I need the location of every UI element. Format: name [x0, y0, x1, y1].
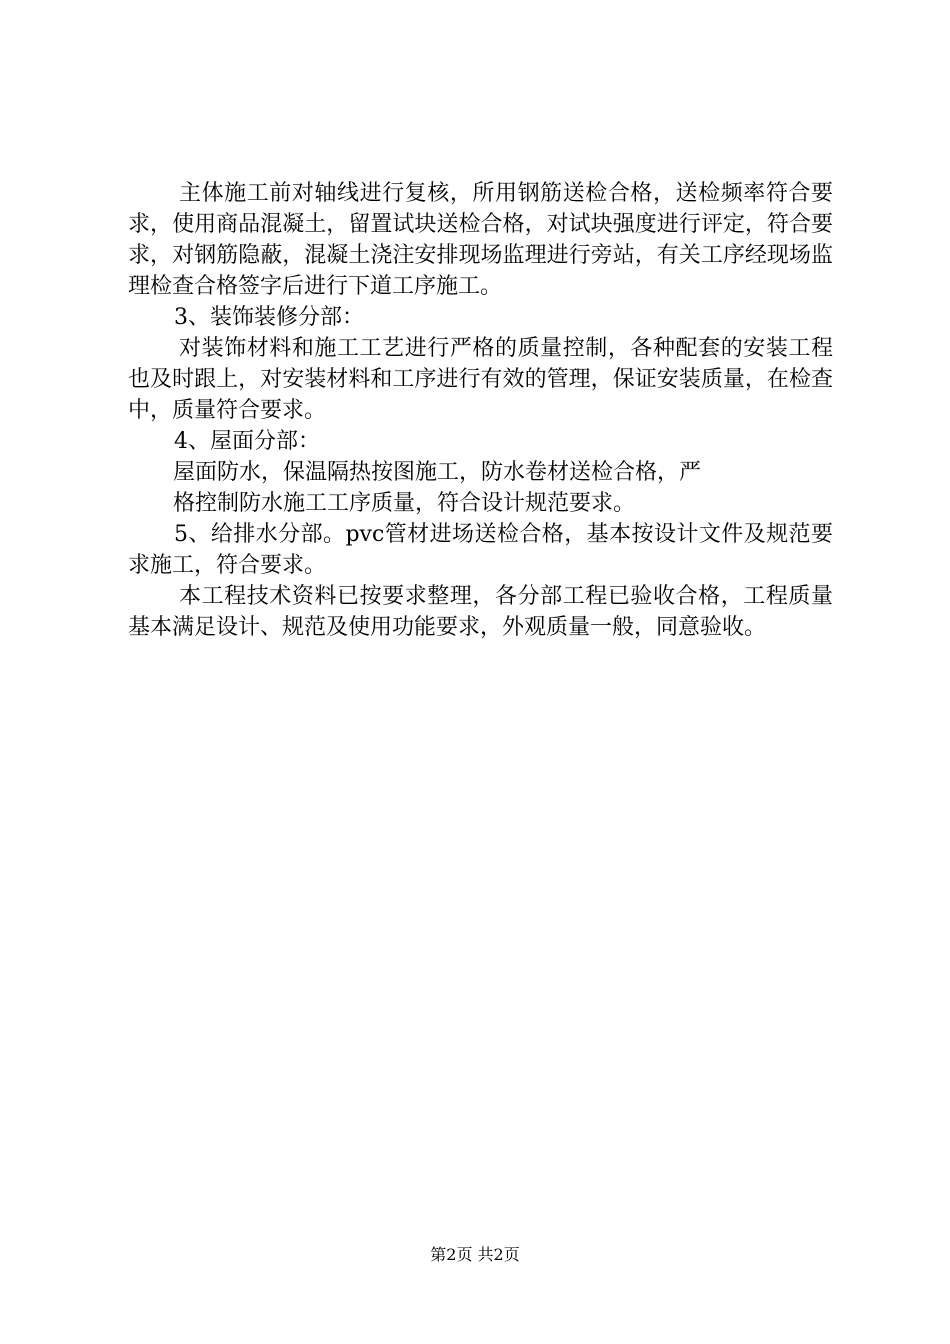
page-footer: 第2页 共2页 — [430, 1245, 520, 1264]
paragraph-plumbing: 5、给排水分部。pvc管材进场送检合格，基本按设计文件及规范要求施工，符合要求。 — [128, 522, 833, 578]
paragraph-decoration: 对装饰材料和施工工艺进行严格的质量控制，各种配套的安装工程也及时跟上，对安装材料和工序进行有效的管理，保证安装质量，在检查中，质量符合要求。 — [128, 336, 833, 423]
paragraph-roofing-line-1: 屋面防水，保温隔热按图施工，防水卷材送检合格，严 — [173, 460, 702, 485]
heading-roofing: 4、屋面分部： — [174, 429, 320, 454]
paragraph-main-structure: 主体施工前对轴线进行复核，所用钢筋送检合格，送检频率符合要求，使用商品混凝土，留置试块送检合格，对试块强度进行评定，符合要求，对钢筋隐蔽，混凝土浇注安排现场监理进行旁站，有关工序经现场监理检查合格签字后进行下道工序施工。 — [128, 181, 833, 299]
paragraph-roofing-line-2: 格控制防水施工工序质量，符合设计规范要求。 — [173, 491, 636, 516]
paragraph-conclusion: 本工程技术资料已按要求整理，各分部工程已验收合格，工程质量基本满足设计、规范及使用功能要求，外观质量一般，同意验收。 — [128, 584, 833, 640]
heading-decoration: 3、装饰装修分部： — [174, 305, 364, 330]
document-body — [128, 178, 833, 643]
